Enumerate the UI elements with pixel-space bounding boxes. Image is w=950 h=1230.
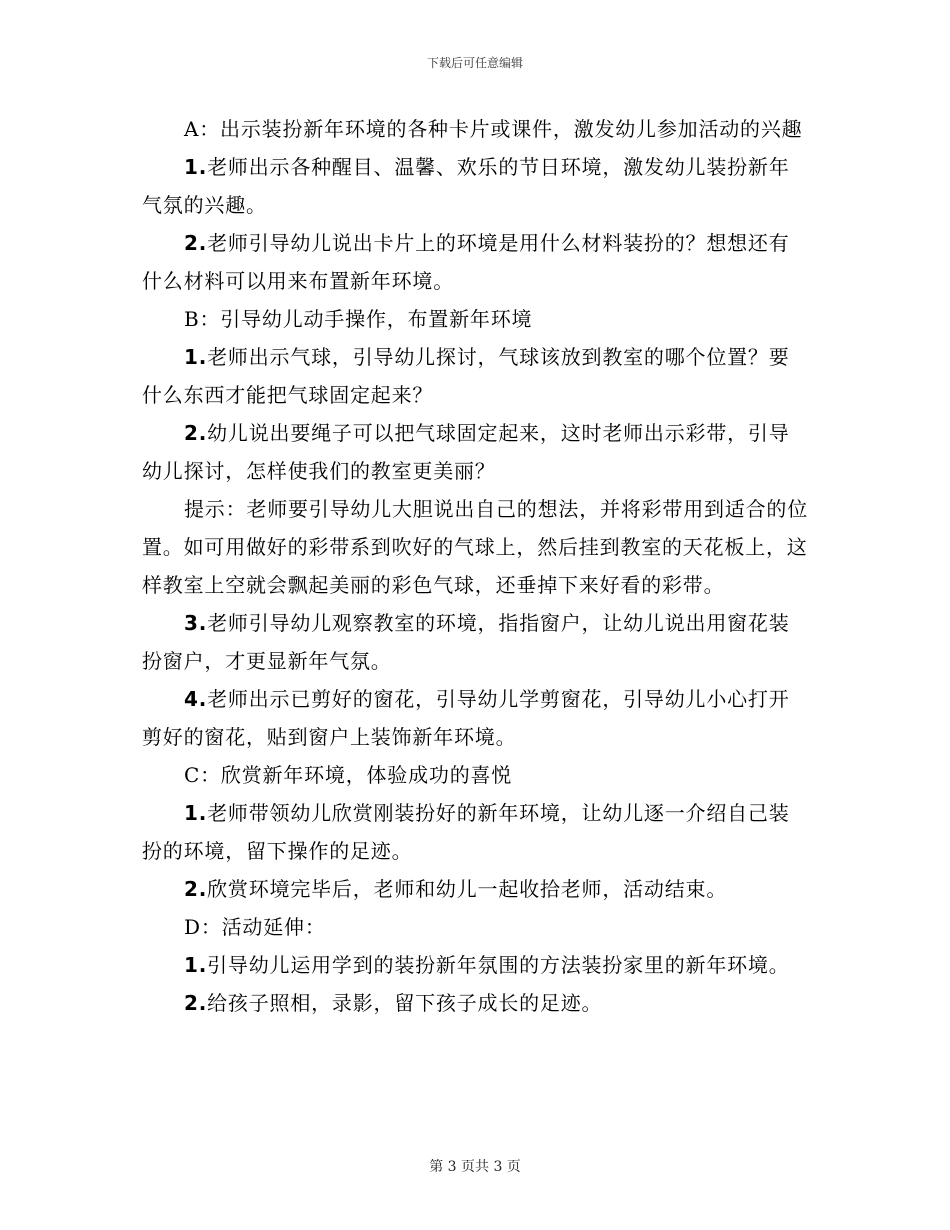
list-item (142, 794, 810, 870)
list-item (142, 870, 810, 908)
paragraph-text: 引导幼儿运用学到的装扮新年氛围的方法装扮家里的新年环境。 (207, 953, 790, 977)
paragraph-text: A：出示装扮新年环境的各种卡片或课件，激发幼儿参加活动的兴趣 (184, 117, 803, 141)
paragraph-text: 老师出示已剪好的窗花，引导幼儿学剪窗花，引导幼儿小心打开剪好的窗花，贴到窗户上装饰新年环境。 (142, 687, 790, 749)
paragraph-number: 4. (184, 687, 208, 711)
paragraph-text: 老师引导幼儿说出卡片上的环境是用什么材料装扮的？想想还有什么材料可以用来布置新年环境。 (142, 231, 790, 293)
list-item (142, 148, 810, 224)
paragraph-text: C：欣赏新年环境，体验成功的喜悦 (184, 763, 513, 787)
paragraph-number: 3. (184, 611, 208, 635)
section-c-heading (142, 756, 810, 794)
list-item (142, 984, 810, 1022)
section-b-heading (142, 300, 810, 338)
paragraph-number: 2. (184, 421, 208, 445)
paragraph-text: 给孩子照相，录影，留下孩子成长的足迹。 (207, 991, 603, 1015)
list-item (142, 338, 810, 414)
paragraph-text: 幼儿说出要绳子可以把气球固定起来，这时老师出示彩带，引导幼儿探讨，怎样使我们的教室更美丽？ (142, 421, 790, 483)
page-header: 下载后可任意编辑 (426, 56, 523, 70)
tip-paragraph (142, 490, 810, 604)
paragraph-text: B：引导幼儿动手操作，布置新年环境 (184, 307, 533, 331)
paragraph-number: 2. (184, 877, 208, 901)
list-item (142, 680, 810, 756)
document-body (142, 110, 810, 1022)
list-item (142, 414, 810, 490)
list-item (142, 604, 810, 680)
paragraph-number: 2. (184, 991, 208, 1015)
paragraph-number: 1. (184, 345, 208, 369)
paragraph-text: 欣赏环境完毕后，老师和幼儿一起收拾老师，活动结束。 (207, 877, 728, 901)
list-item (142, 224, 810, 300)
paragraph-text: 老师出示各种醒目、温馨、欢乐的节日环境，激发幼儿装扮新年气氛的兴趣。 (142, 155, 790, 217)
paragraph-text: D：活动延伸： (184, 915, 326, 939)
page-footer: 第 3 页共 3 页 (429, 1159, 521, 1175)
paragraph-number: 1. (184, 801, 208, 825)
paragraph-number: 1. (184, 155, 208, 179)
list-item (142, 946, 810, 984)
section-d-heading (142, 908, 810, 946)
paragraph-text: 老师出示气球，引导幼儿探讨，气球该放到教室的哪个位置？要什么东西才能把气球固定起来？ (142, 345, 790, 407)
paragraph-number: 2. (184, 231, 208, 255)
section-a-heading (142, 110, 810, 148)
paragraph-text: 老师引导幼儿观察教室的环境，指指窗户，让幼儿说出用窗花装扮窗户，才更显新年气氛。 (142, 611, 790, 673)
paragraph-number: 1. (184, 953, 208, 977)
paragraph-text: 老师带领幼儿欣赏刚装扮好的新年环境，让幼儿逐一介绍自己装扮的环境，留下操作的足迹。 (142, 801, 790, 863)
paragraph-text: 提示：老师要引导幼儿大胆说出自己的想法，并将彩带用到适合的位置。如可用做好的彩带系到吹好的气球上，然后挂到教室的天花板上，这样教室上空就会飘起美丽的彩色气球，还垂掉下来好看的彩带。 (142, 497, 808, 597)
